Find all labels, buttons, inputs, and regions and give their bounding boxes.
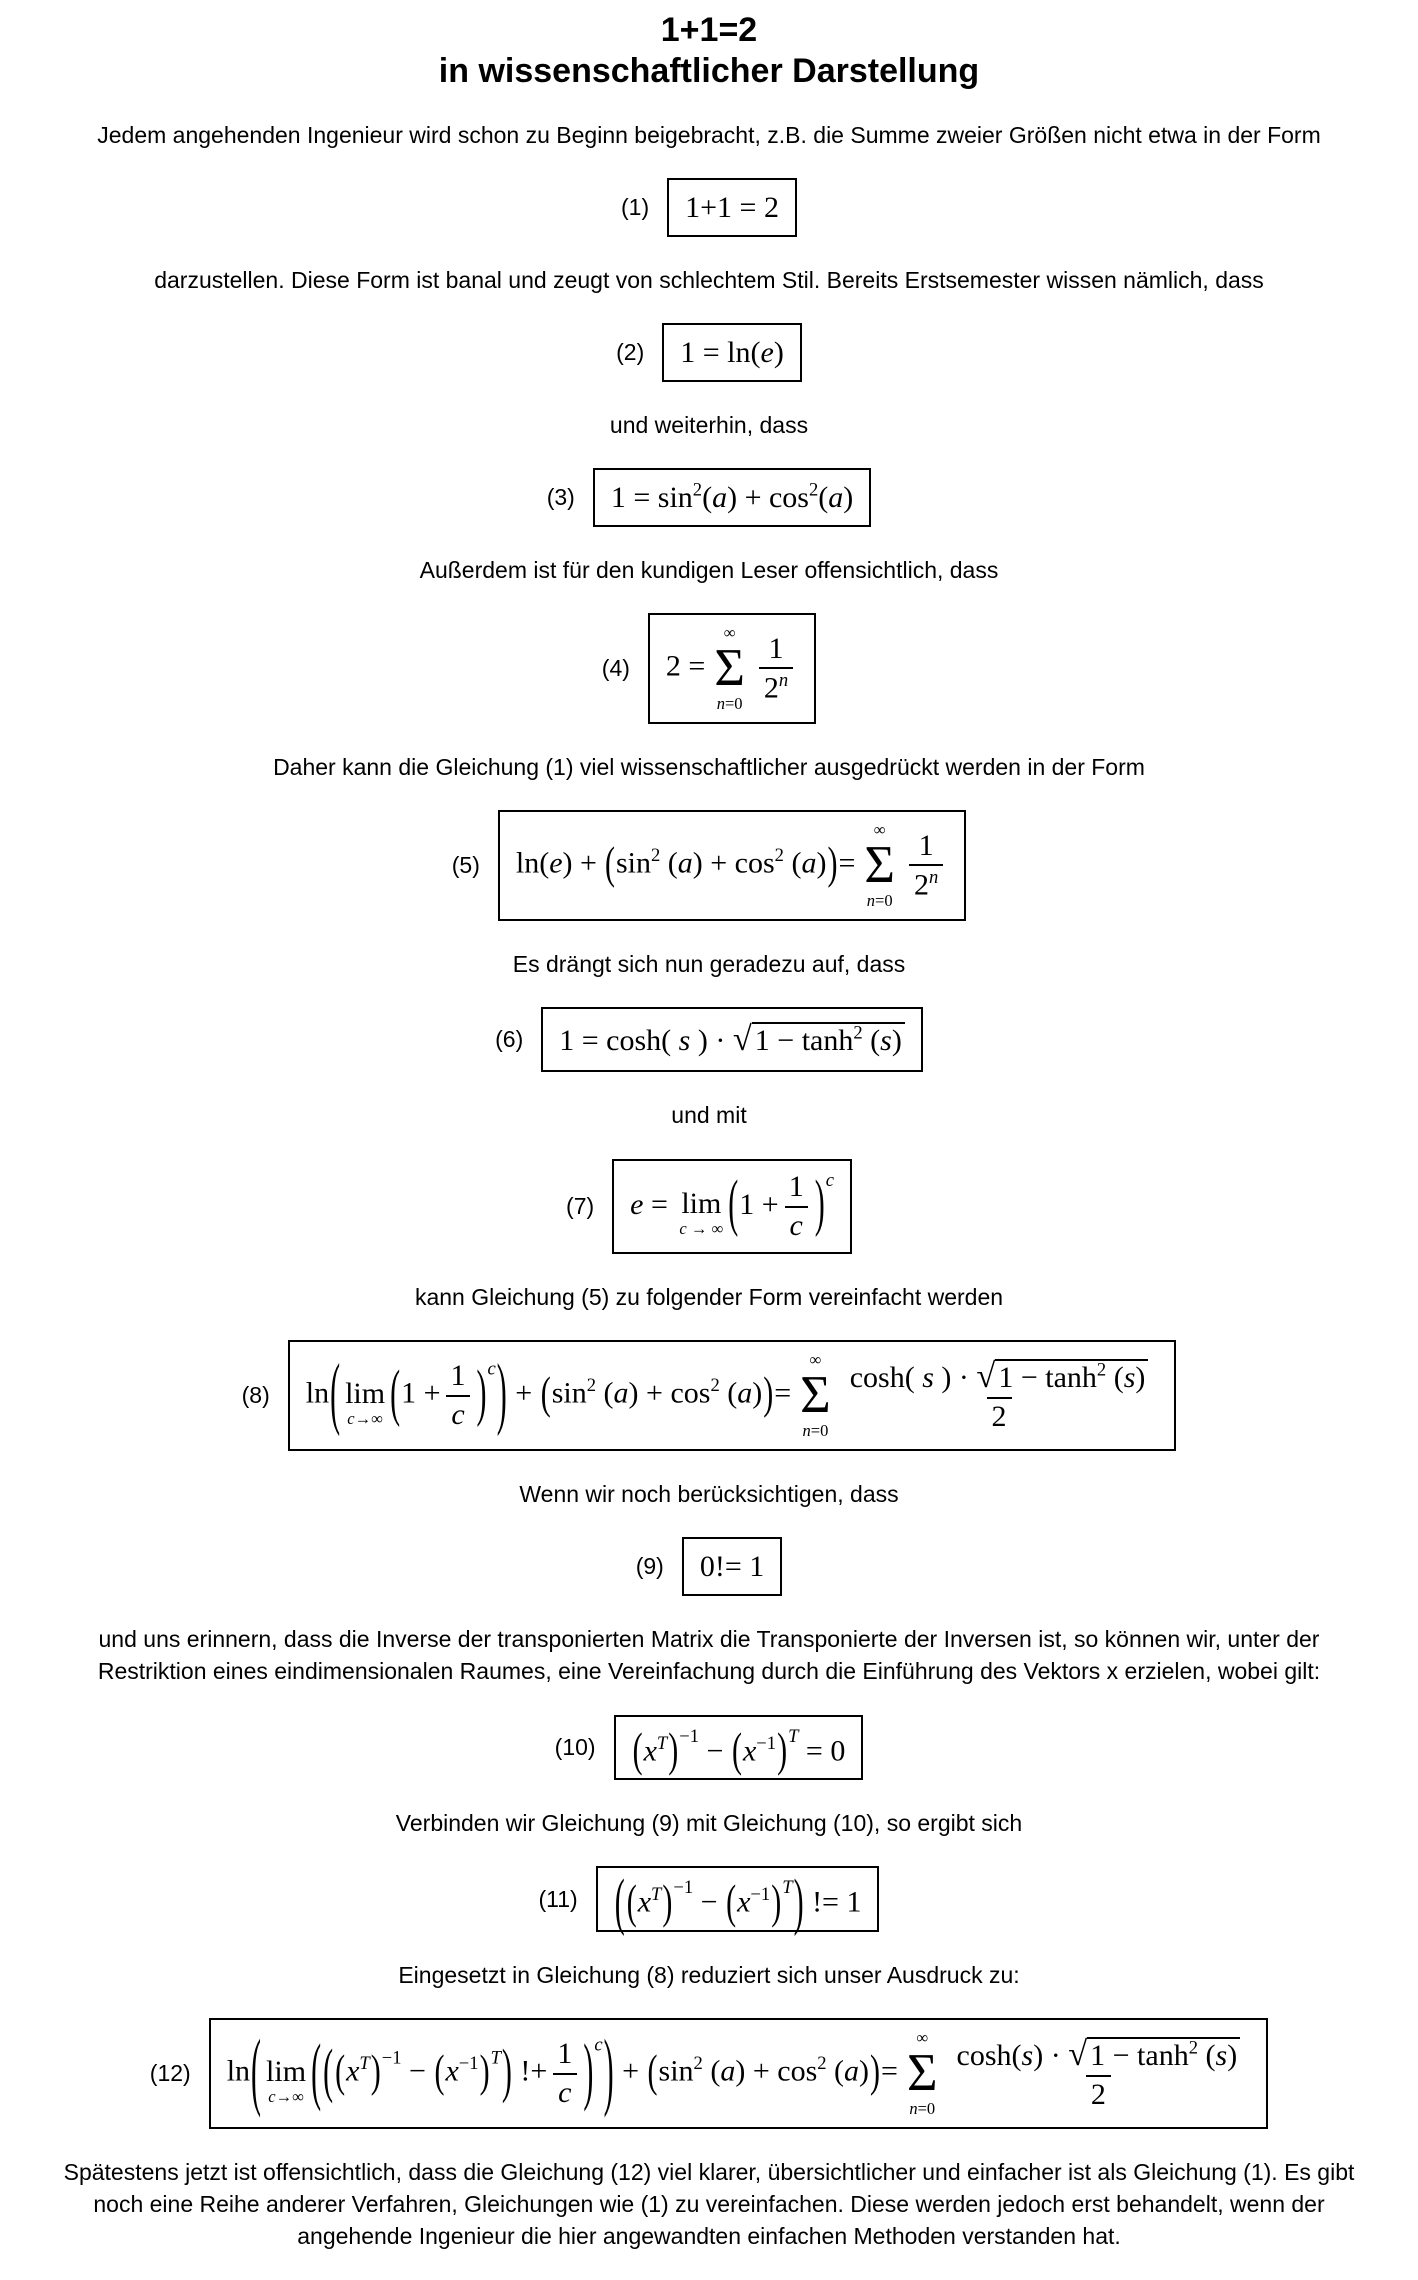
equation-row-12 — [0, 2018, 1418, 2129]
document-title-line2: in wissenschaftlicher Darstellung — [438, 51, 980, 90]
paragraph-8: kann Gleichung (5) zu folgender Form vereinfacht werden — [414, 1284, 1004, 1310]
equation-label-3: (3) — [546, 484, 575, 511]
equation-label-2: (2) — [616, 338, 645, 365]
equation-label-10: (10) — [554, 1733, 596, 1760]
equation-row-3 — [0, 468, 1418, 527]
paragraph-10: und uns erinnern, dass die Inverse der transponierten Matrix die Transponierte der Inversen ist, so können wir, unter der Restriktion eines eindimensionalen Raumes, eine Vereinfachung durch die Einführung des Vektors x erzielen, wobei gilt: — [97, 1626, 1321, 1685]
paragraph-6: Es drängt sich nun geradezu auf, dass — [512, 951, 906, 978]
equation-box-2: 1 = ln(e) — [662, 323, 802, 382]
paragraph-2: darzustellen. Diese Form ist banal und zeugt von schlechtem Stil. Bereits Erstsemester wissen nämlich, dass — [154, 266, 1264, 293]
equation-box-5: $\ln(e) + (\sin^2$ $(a) + \cos^2 (a))=$ ∞ Σ n=0 $\frac{1}{2^n}$ — [498, 810, 966, 921]
equation-row-11 — [0, 1866, 1418, 1938]
equation-row-1 — [0, 178, 1418, 237]
equation-label-12: (12) — [149, 2060, 191, 2087]
equation-box-3: $1 = \sin^2(a) + \cos^2(a)$ — [593, 468, 871, 527]
paragraph-9: Wenn wir noch berücksichtigen, dass — [519, 1481, 899, 1508]
paragraph-5: Daher kann die Gleichung (1) viel wissenschaftlicher ausgedrückt werden in der Form — [273, 754, 1145, 781]
equation-label-11: (11) — [538, 1885, 578, 1912]
paragraph-intro: Jedem angehenden Ingenieur wird schon zu Beginn beigebracht, z.B. die Summe zweier Größen nicht etwa in der Form — [97, 121, 1321, 148]
paragraph-closing: Spätestens jetzt ist offensichtlich, dass die Gleichung (12) viel klarer, übersichtlicher und einfacher ist als Gleichung (1). Es gibt noch eine Reihe anderer Verfahren, Gleichungen wie (1) zu vereinfachen. Diese werden jedoch erst behandelt, wenn der angehende Ingenieur die hier angewandten einfachen Methoden verstanden hat. — [63, 2159, 1355, 2250]
equation-label-7: (7) — [566, 1192, 595, 1219]
equation-label-6: (6) — [495, 1026, 524, 1053]
equation-row-2 — [0, 323, 1418, 382]
equation-box-6: 1 = cosh( s ) · √ $1 - \tanh^2 (s)$ — [541, 1007, 923, 1072]
equation-box-1: 1+1 = 2 — [667, 178, 797, 237]
equation-row-6 — [0, 1007, 1418, 1072]
equation-row-10 — [0, 1715, 1418, 1781]
equation-row-8 — [0, 1340, 1418, 1451]
paragraph-12: Eingesetzt in Gleichung (8) reduziert sich unser Ausdruck zu: — [398, 1962, 1020, 1988]
equation-label-5: (5) — [451, 852, 480, 879]
equation-label-1: (1) — [621, 193, 650, 220]
equation-row-5 — [0, 810, 1418, 921]
equation-box-10: $(x^T)^{-1} - (x^{-1})^T = 0$ — [614, 1715, 864, 1781]
paragraph-3: und weiterhin, dass — [609, 411, 809, 438]
equation-box-8: ln( lim c→∞ (1 + $\frac{1}{c}$ )$^c) + (\sin^2$ $(a) + \cos^2 (a))=$ ∞ Σ n=0 $\frac{\cosh( s ) \cdot √ 1 - \tanh^2 (s)}{2}$ — [288, 1340, 1177, 1451]
equation-label-4: (4) — [601, 655, 630, 682]
equation-box-7: e = lim c → ∞ (1 + $\frac{1}{c}$ )$^c$ — [612, 1159, 852, 1255]
equation-box-9: 0!= 1 — [682, 1537, 782, 1596]
document-title-line1: 1+1=2 — [660, 11, 758, 49]
paragraph-4: Außerdem ist für den kundigen Leser offensichtlich, dass — [419, 557, 999, 584]
paragraph-11: Verbinden wir Gleichung (9) mit Gleichung (10), so ergibt sich — [395, 1810, 1023, 1837]
equation-box-12: ln( lim c→∞ ($((x^T)^{-1} - (x^{-1})^T)$ !+ $\frac{1}{c}$ )$^c) + (\sin^2$ $(a) + \cos^2 (a))=$ ∞ Σ n=0 $\frac{\cosh(s) \cdot √ 1 - \tanh^2 (s)}{2}$ — [209, 2018, 1268, 2129]
equation-row-4 — [0, 613, 1418, 724]
equation-label-8: (8) — [241, 1382, 270, 1409]
equation-row-9 — [0, 1537, 1418, 1596]
equation-box-4: 2 = ∞ Σ n=0 $\frac{1}{2^n}$ — [648, 613, 816, 724]
equation-row-7 — [0, 1159, 1418, 1255]
paragraph-7: und mit — [671, 1102, 747, 1129]
equation-label-9: (9) — [635, 1553, 664, 1580]
equation-box-11: $((x^T)^{-1} - (x^{-1})^T)$ != 1 — [596, 1866, 880, 1932]
